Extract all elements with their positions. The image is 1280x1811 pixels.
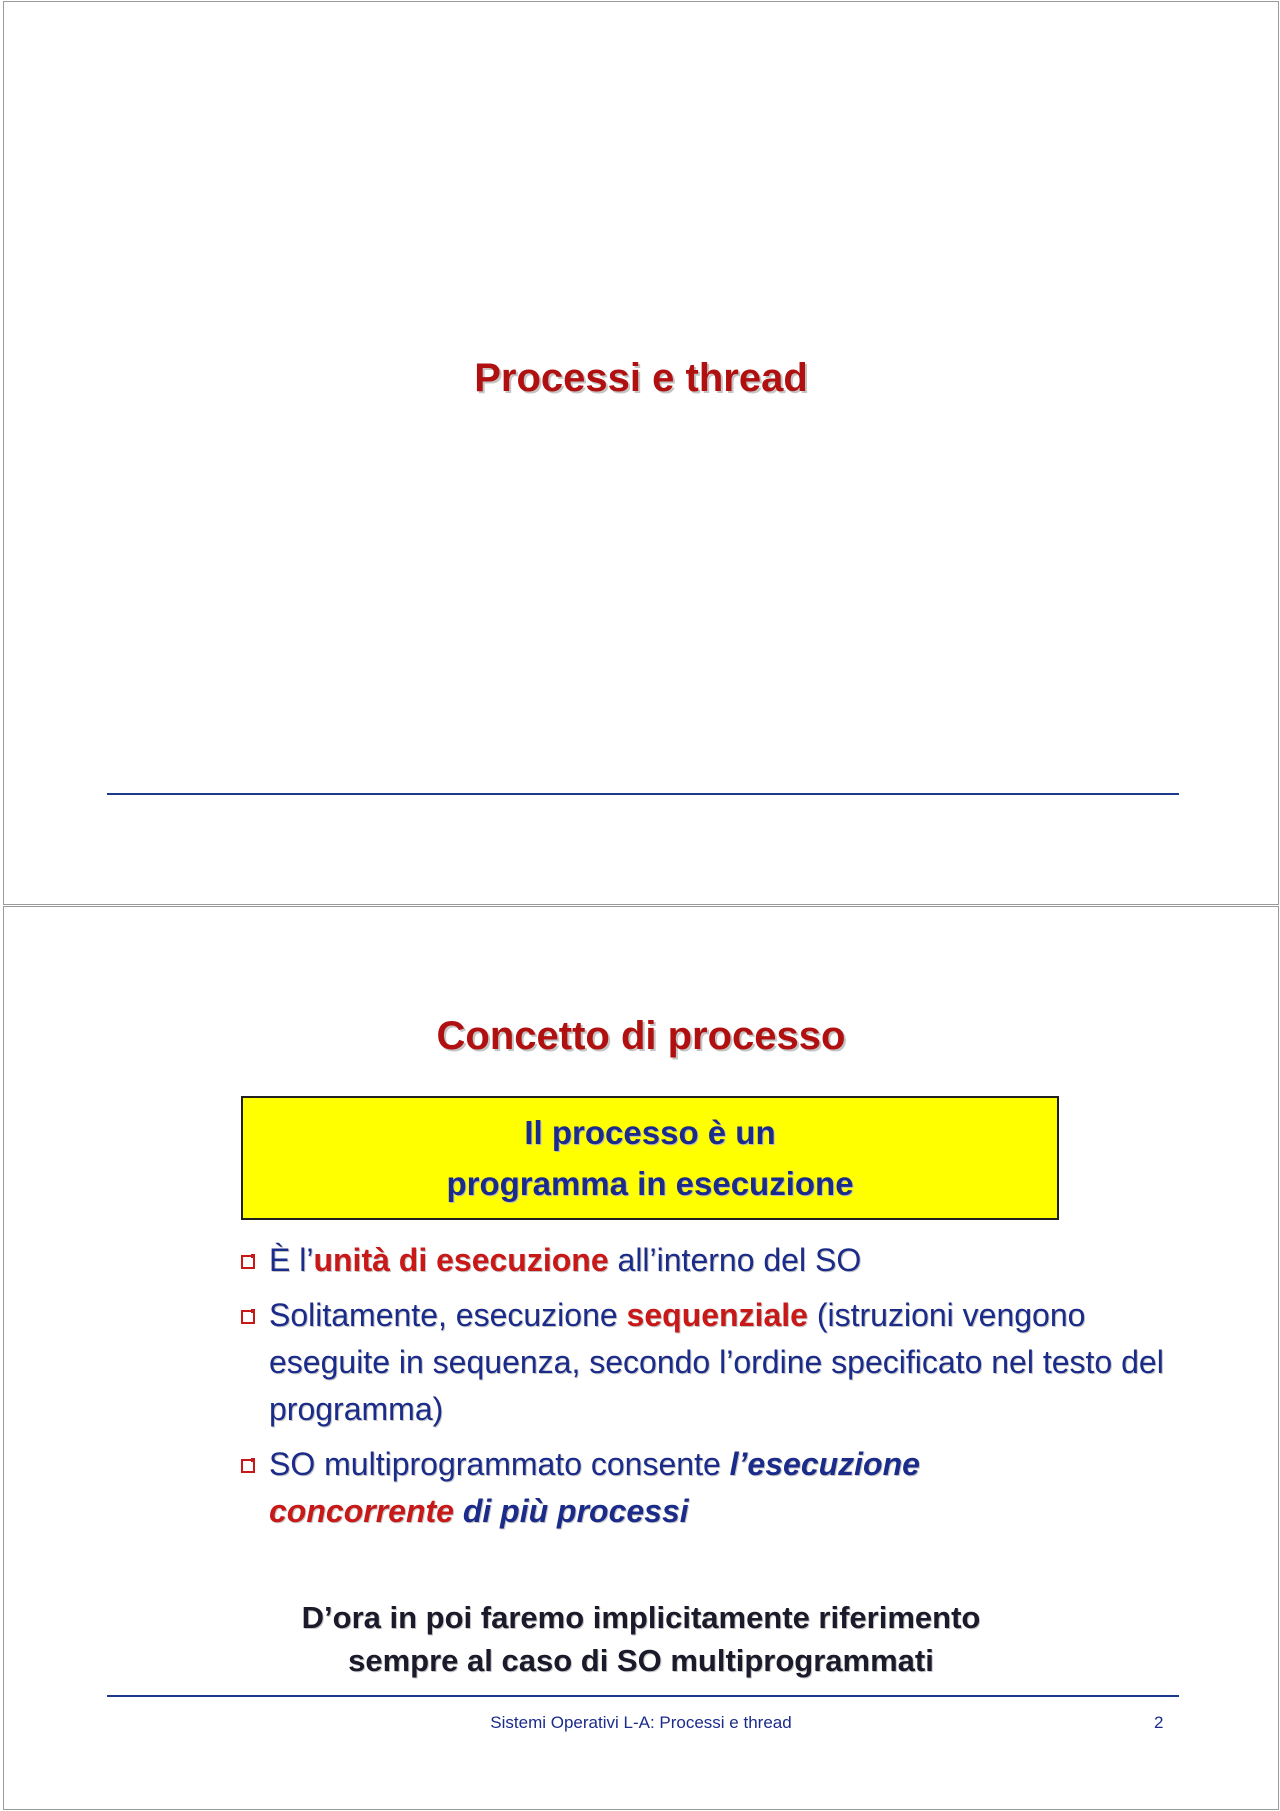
page-number: 2 bbox=[1154, 1713, 1164, 1732]
footer-rule bbox=[107, 1695, 1179, 1697]
checkbox-bullet-icon bbox=[241, 1459, 255, 1473]
checkbox-bullet-icon bbox=[241, 1255, 255, 1269]
slide-1-title: Processi e thread bbox=[474, 356, 808, 400]
footer-text: Sistemi Operativi L-A: Processi e thread bbox=[490, 1713, 792, 1732]
slide-2 bbox=[3, 906, 1279, 1810]
bullet-item: Solitamente, esecuzione sequenziale (istruzioni vengono eseguite in sequenza, secondo l’ordine specificato nel testo del programma) bbox=[237, 1292, 1197, 1433]
bullet-list bbox=[237, 1237, 1197, 1543]
footer-rule bbox=[107, 793, 1179, 795]
closing-note: D’ora in poi faremo implicitamente riferimento sempre al caso di SO multiprogrammati bbox=[301, 1600, 981, 1678]
bullet-item: È l’unità di esecuzione all’interno del SO bbox=[237, 1237, 1197, 1284]
slide-1 bbox=[3, 1, 1279, 905]
emphasis: sequenziale bbox=[626, 1297, 808, 1333]
definition-box bbox=[241, 1096, 1059, 1220]
definition-line-1: Il processo è un bbox=[524, 1114, 776, 1151]
slide-2-title: Concetto di processo bbox=[436, 1014, 846, 1058]
checkbox-bullet-icon bbox=[241, 1310, 255, 1324]
emphasis: concorrente bbox=[269, 1493, 454, 1529]
emphasis: unità di esecuzione bbox=[313, 1242, 609, 1278]
definition-line-2: programma in esecuzione bbox=[446, 1165, 854, 1202]
emphasis: l’esecuzione bbox=[729, 1446, 920, 1482]
bullet-item: SO multiprogrammato consente l’esecuzione concorrente di più processi bbox=[237, 1441, 1197, 1535]
emphasis: di più processi bbox=[453, 1493, 689, 1529]
